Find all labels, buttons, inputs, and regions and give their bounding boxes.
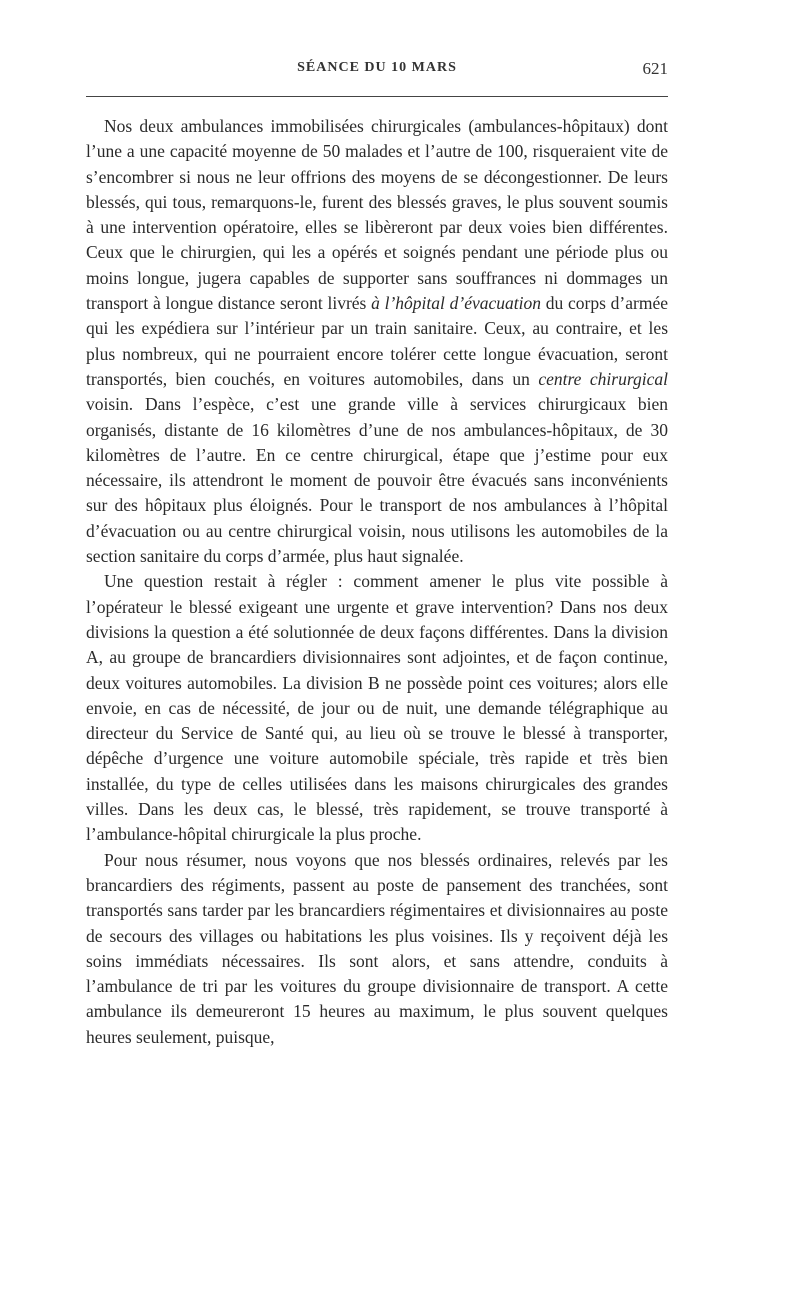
header-rule: [86, 96, 668, 97]
paragraph-1-part-e: voisin. Dans l’espèce, c’est une grande ville à services chirurgicaux bien organisés, distante de 16 kilomètres d’une de nos ambulances-hôpitaux, de 30 kilomètres de l’autre. En ce centre chirurgical, étape que j’estime pour eux nécessaire, ils attendront le moment de pouvoir être évacués sans inconvénients sur des hôpitaux plus éloignés. Pour le transport de nos ambulances à l’hôpital d’évacuation ou au centre chirurgical voisin, nous utilisons les automobiles de la section sanitaire du corps d’armée, plus haut signalée.: [86, 394, 668, 567]
paragraph-3: Pour nous résumer, nous voyons que nos blessés ordinaires, relevés par les brancardiers des régiments, passent au poste de pansement des tranchées, sont transportés sans tarder par les brancardiers régimentaires et divisionnaires au poste de secours des villages ou habitations les plus voisines. Ils y reçoivent déjà les soins immédiats nécessaires. Ils sont alors, et sans attendre, conduits à l’ambulance de tri par les voitures du groupe divisionnaire de transport. A cette ambulance ils demeureront 15 heures au maximum, le plus souvent quelques heures seulement, puisque,: [86, 849, 668, 1047]
paragraph-1-italic-centre: centre chirurgical: [538, 368, 669, 389]
paragraph-2: Une question restait à régler : comment amener le plus vite possible à l’opérateur le blessé exigeant une urgente et grave intervention? Dans nos deux divisions la question a été solutionnée de deux façons différentes. Dans la division A, au groupe de brancardiers divisionnaires sont adjointes, et de façon continue, deux voitures automobiles. La division B ne possède point ces voitures; alors elle envoie, en cas de nécessité, de jour ou de nuit, une demande télégraphique au directeur du Service de Santé qui, au lieu où se trouve le blessé à transporter, dépêche d’urgence une voiture automobile spéciale, très rapide et très bien installée, du type de celles utilisées dans les maisons chirurgicales des grandes villes. Dans les deux cas, le blessé, très rapidement, se trouve transporté à l’ambulance-hôpital chirurgicale la plus proche.: [86, 571, 668, 845]
paragraph-1-part-a: Nos deux ambulances immobilisées chirurgicales (ambulances-hôpitaux) dont l’une a une capacité moyenne de 50 malades et l’autre de 100, risqueraient vite de s’encombrer si nous ne leur offrions des moyens de se décongestionner. De leurs blessés, qui tous, remarquons-le, furent des blessés graves, le plus souvent soumis à une intervention opératoire, elles se libèreront par deux voies bien différentes. Ceux que le chirurgien, qui les a opérés et soignés pendant une période plus ou moins longue, jugera capables de supporter sans souffrances ni dommages un transport à longue distance seront livrés: [86, 116, 668, 314]
page-header: [86, 60, 668, 84]
paragraph-1: [86, 114, 668, 569]
body-text: [86, 114, 668, 1050]
paragraph-1-italic-hopital: à l’hôpital d’évacuation: [371, 293, 541, 314]
running-title: SÉANCE DU 10 MARS: [297, 60, 457, 75]
paragraph-1-part-c: du corps d’armée qui les expédiera sur l’intérieur par un train sanitaire. Ceux, au contraire, et les plus nombreux, qui ne pourraient encore tolérer cette longue évacuation, seront transportés, bien couchés, en voitures automobiles, dans un: [86, 293, 668, 389]
page-number: 621: [642, 59, 668, 78]
